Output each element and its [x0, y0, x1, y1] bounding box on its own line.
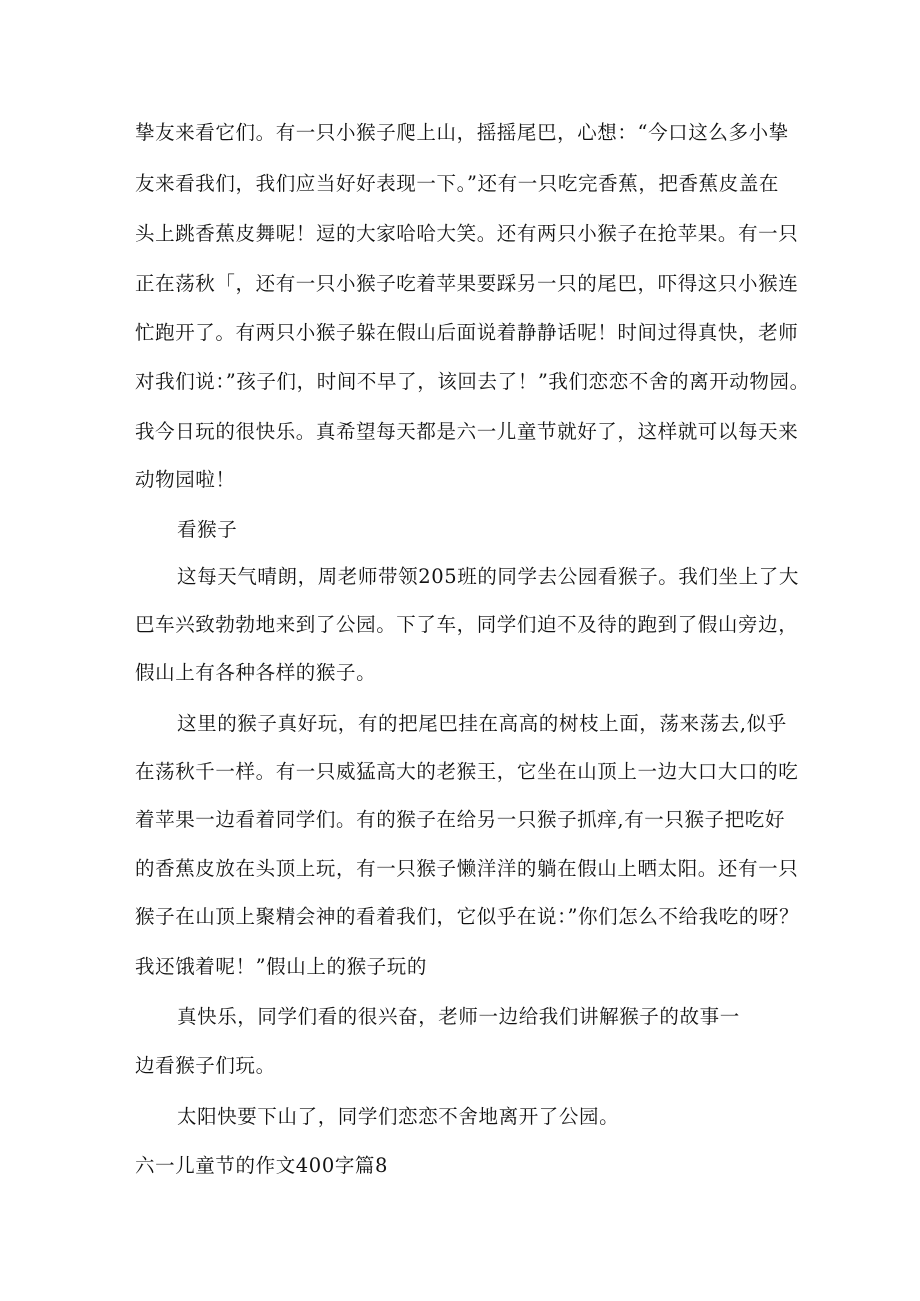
text-line: 边看猴子们玩。 — [135, 1054, 276, 1077]
text-line: 友来看我们，我们应当好好表现一下。”还有一只吃完香蕉，把香蕉皮盖在 — [135, 172, 780, 195]
text-line: 太阳快要下山了，同学们恋恋不舍地离开了公园。 — [177, 1105, 620, 1128]
text-line: 这每天气晴朗，周老师带领205班的同学去公园看猴子。我们坐上了大 — [177, 565, 799, 588]
text-line: 挚友来看它们。有一只小猴子爬上山，摇摇尾巴，心想：“今口这么多小挚 — [135, 121, 789, 144]
text-line: 对我们说：”孩子们，时间不早了，该回去了！”我们恋恋不舍的离开动物园。 — [135, 370, 810, 393]
section-title: 六一儿童节的作文400字篇8 — [135, 1154, 389, 1177]
section-heading: 看猴子 — [177, 518, 238, 541]
text-line: 的香蕉皮放在头顶上玩，有一只猴子懒洋洋的躺在假山上晒太阳。还有一只 — [135, 857, 799, 880]
text-line: 正在荡秋「，还有一只小猴子吃着苹果要踩另一只的尾巴，吓得这只小猴连 — [135, 272, 799, 295]
text-line: 在荡秋千一样。有一只威猛高大的老猴王，它坐在山顶上一边大口大口的吃 — [135, 760, 799, 783]
text-line: 巴车兴致勃勃地来到了公园。下了车，同学们迫不及待的跑到了假山旁边， — [135, 613, 799, 636]
text-line: 头上跳香蕉皮舞呢！逗的大家哈哈大笑。还有两只小猴子在抢苹果。有一只 — [135, 222, 799, 245]
text-line: 这里的猴子真好玩，有的把尾巴挂在高高的树枝上面，荡来荡去,似乎 — [177, 712, 787, 735]
text-line: 着苹果一边看着同学们。有的猴子在给另一只猴子抓痒,有一只猴子把吃好 — [135, 808, 785, 831]
text-line: 猴子在山顶上聚精会神的看着我们，它似乎在说：”你们怎么不给我吃的呀？ — [135, 905, 800, 928]
text-line: 动物园啦！ — [135, 468, 236, 491]
text-line: 真快乐，同学们看的很兴奋，老师一边给我们讲解猴子的故事一 — [177, 1005, 740, 1028]
text-line: 忙跑开了。有两只小猴子躲在假山后面说着静静话呢！时间过得真快，老师 — [135, 321, 799, 344]
text-line: 我今日玩的很快乐。真希望每天都是六一儿童节就好了，这样就可以每天来 — [135, 420, 799, 443]
text-line: 假山上有各种各样的猴子。 — [135, 661, 377, 684]
text-line: 我还饿着呢！”假山上的猴子玩的 — [135, 955, 427, 978]
